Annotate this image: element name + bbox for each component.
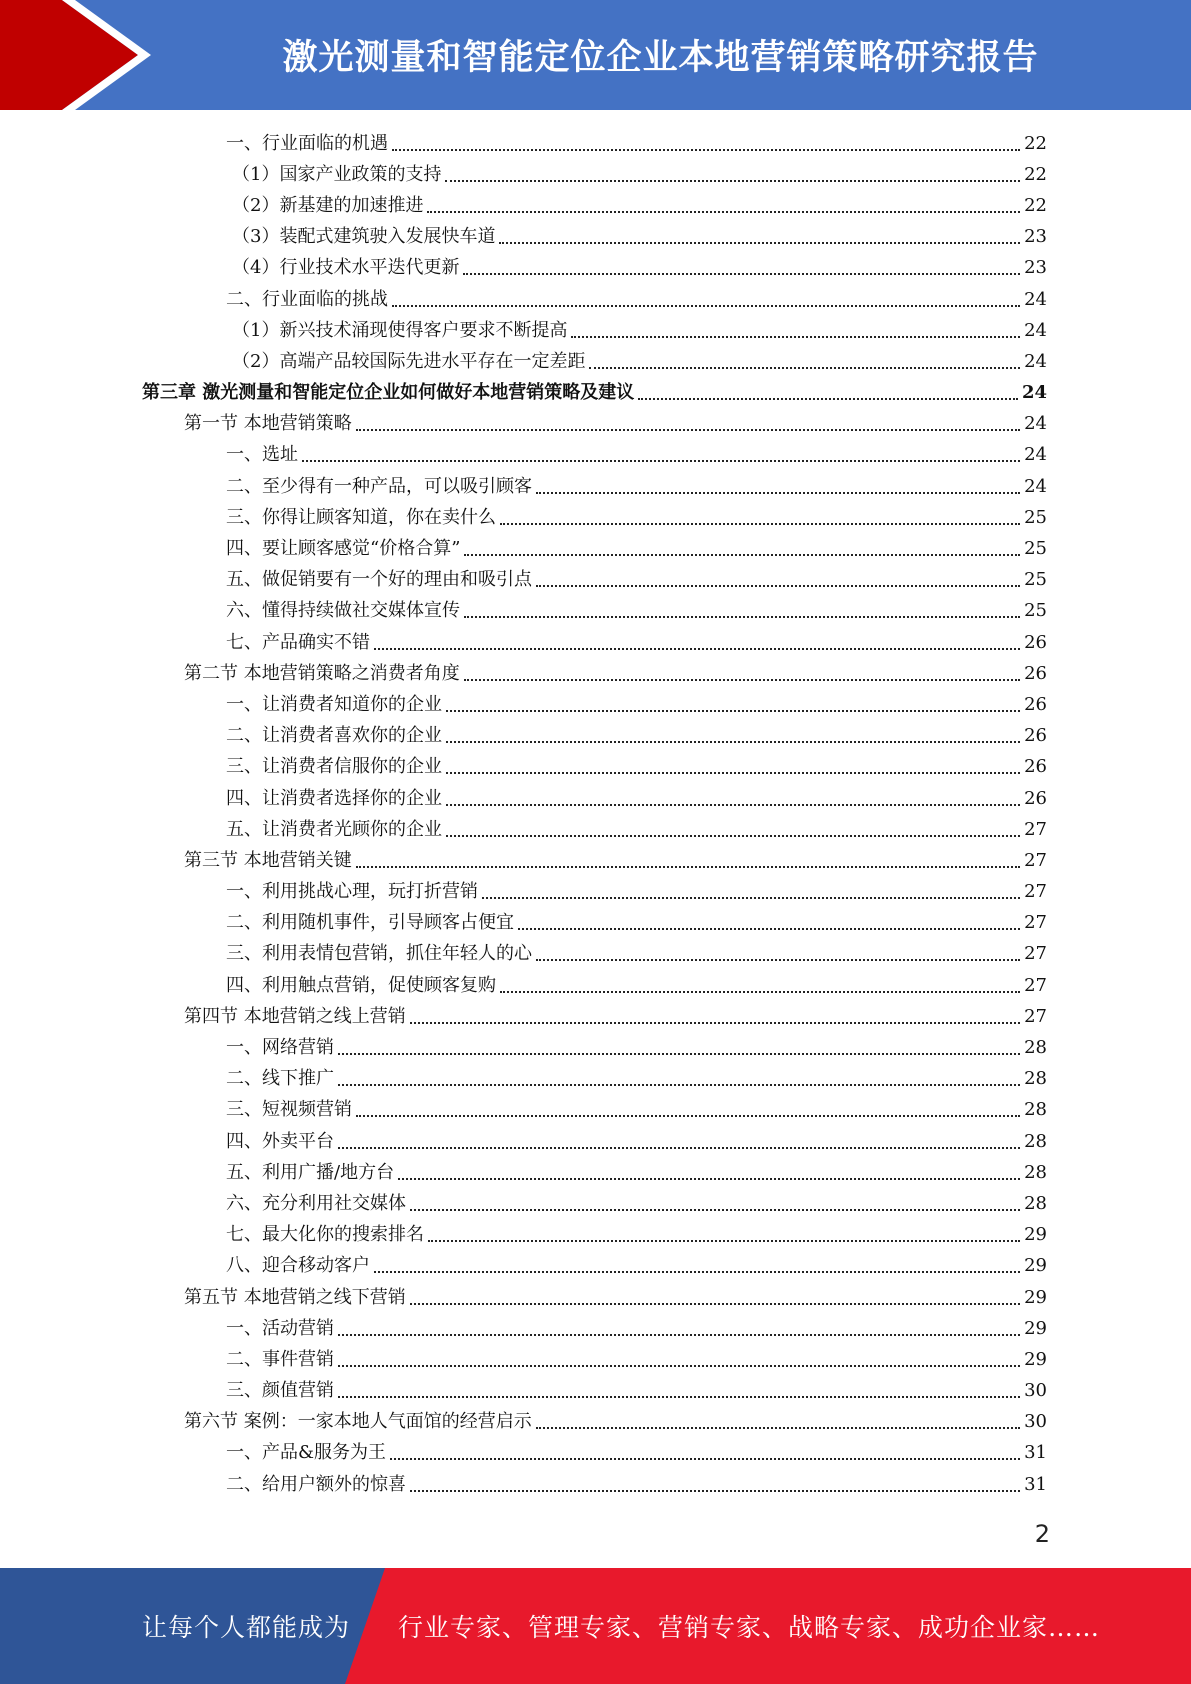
- toc-dot-leader: [518, 928, 1020, 930]
- toc-entry-title: 一、网络营销: [226, 1037, 334, 1059]
- toc-entry[interactable]: [142, 346, 1047, 377]
- toc-entry[interactable]: [142, 190, 1047, 221]
- toc-entry-title: （2）高端产品较国际先进水平存在一定差距: [232, 350, 586, 372]
- toc-entry-title: 三、你得让顾客知道，你在卖什么: [226, 506, 496, 528]
- toc-entry-title: 一、活动营销: [226, 1317, 334, 1339]
- toc-entry-page: 24: [1024, 350, 1047, 372]
- toc-dot-leader: [374, 1271, 1020, 1273]
- toc-entry-page: 29: [1024, 1255, 1047, 1277]
- toc-entry-page: 27: [1024, 849, 1047, 871]
- toc-dot-leader: [390, 1458, 1020, 1460]
- toc-entry-title: 五、利用广播/地方台: [226, 1161, 395, 1183]
- toc-entry[interactable]: [142, 689, 1047, 720]
- toc-entry-page: 29: [1024, 1317, 1047, 1339]
- toc-dot-leader: [428, 1240, 1020, 1242]
- toc-entry-title: （4）行业技术水平迭代更新: [232, 257, 460, 279]
- toc-dot-leader: [446, 804, 1020, 806]
- toc-dot-leader: [338, 1147, 1020, 1149]
- toc-entry-page: 28: [1024, 1068, 1047, 1090]
- toc-entry-title: 三、颜值营销: [226, 1380, 334, 1402]
- toc-entry-title: 四、外卖平台: [226, 1130, 334, 1152]
- toc-entry[interactable]: [142, 1251, 1047, 1282]
- toc-dot-leader: [338, 1396, 1020, 1398]
- toc-entry-page: 23: [1024, 226, 1047, 248]
- toc-entry-page: 26: [1024, 662, 1047, 684]
- toc-entry-title: 二、让消费者喜欢你的企业: [226, 725, 442, 747]
- toc-entry-page: 27: [1024, 974, 1047, 996]
- toc-entry-title: 三、让消费者信服你的企业: [226, 756, 442, 778]
- toc-entry-page: 25: [1024, 506, 1047, 528]
- toc-dot-leader: [392, 305, 1020, 307]
- toc-entry-page: 29: [1024, 1348, 1047, 1370]
- toc-entry[interactable]: [142, 658, 1047, 689]
- toc-entry-page: 27: [1024, 881, 1047, 903]
- toc-entry-title: （1）新兴技术涌现使得客户要求不断提高: [232, 319, 568, 341]
- toc-entry[interactable]: [142, 752, 1047, 783]
- toc-entry-page: 27: [1024, 818, 1047, 840]
- toc-entry-page: 25: [1024, 569, 1047, 591]
- toc-entry-title: （1）国家产业政策的支持: [232, 163, 442, 185]
- toc-entry-title: 一、利用挑战心理，玩打折营销: [226, 881, 478, 903]
- toc-entry-page: 27: [1024, 912, 1047, 934]
- toc-entry-page: 24: [1024, 444, 1047, 466]
- toc-entry-page: 28: [1024, 1192, 1047, 1214]
- toc-entry-title: （3）装配式建筑驶入发展快车道: [232, 226, 496, 248]
- toc-entry[interactable]: [142, 1344, 1047, 1375]
- toc-entry[interactable]: [142, 315, 1047, 346]
- toc-dot-leader: [338, 1053, 1020, 1055]
- footer-slogan-right: 行业专家、管理专家、营销专家、战略专家、成功企业家……: [398, 1613, 1101, 1642]
- toc-entry-page: 24: [1024, 319, 1047, 341]
- toc-dot-leader: [536, 585, 1020, 587]
- toc-entry-page: 30: [1024, 1411, 1047, 1433]
- toc-entry[interactable]: [142, 627, 1047, 658]
- toc-entry-title: 二、行业面临的挑战: [226, 288, 388, 310]
- toc-entry-title: 二、利用随机事件，引导顾客占便宜: [226, 912, 514, 934]
- toc-entry-title: 六、充分利用社交媒体: [226, 1192, 406, 1214]
- toc-entry-title: 一、让消费者知道你的企业: [226, 693, 442, 715]
- toc-dot-leader: [338, 1084, 1020, 1086]
- toc-entry[interactable]: [142, 565, 1047, 596]
- toc-entry[interactable]: [142, 1188, 1047, 1219]
- toc-entry[interactable]: [142, 1282, 1047, 1313]
- toc-entry[interactable]: [142, 1376, 1047, 1407]
- toc-entry-title: 七、最大化你的搜索排名: [226, 1224, 424, 1246]
- toc-entry-page: 28: [1024, 1130, 1047, 1152]
- toc-dot-leader: [589, 367, 1020, 369]
- toc-entry[interactable]: [142, 596, 1047, 627]
- toc-entry[interactable]: [142, 1220, 1047, 1251]
- toc-entry[interactable]: [142, 1126, 1047, 1157]
- toc-entry-title: 第三章 激光测量和智能定位企业如何做好本地营销策略及建议: [142, 382, 635, 404]
- toc-dot-leader: [500, 523, 1020, 525]
- toc-dot-leader: [410, 1490, 1020, 1492]
- toc-entry-title: 第四节 本地营销之线上营销: [184, 1005, 406, 1027]
- toc-entry-page: 24: [1024, 288, 1047, 310]
- toc-entry-page: 25: [1024, 600, 1047, 622]
- toc-entry[interactable]: [142, 502, 1047, 533]
- toc-entry[interactable]: [142, 471, 1047, 502]
- toc-entry-page: 26: [1024, 787, 1047, 809]
- toc-entry[interactable]: [142, 1001, 1047, 1032]
- toc-entry-title: 四、要让顾客感觉“价格合算”: [226, 538, 461, 560]
- toc-entry-page: 24: [1024, 475, 1047, 497]
- toc-dot-leader: [392, 149, 1020, 151]
- toc-entry-title: 第三节 本地营销关键: [184, 849, 352, 871]
- toc-entry[interactable]: [142, 1157, 1047, 1188]
- toc-entry[interactable]: [142, 721, 1047, 752]
- toc-entry[interactable]: [142, 128, 1047, 159]
- toc-entry[interactable]: [142, 1407, 1047, 1438]
- toc-entry-page: 28: [1024, 1037, 1047, 1059]
- toc-dot-leader: [571, 336, 1020, 338]
- toc-entry-page: 23: [1024, 257, 1047, 279]
- toc-entry-title: 六、懂得持续做社交媒体宣传: [226, 600, 460, 622]
- toc-entry-page: 22: [1024, 132, 1047, 154]
- document-title: 激光测量和智能定位企业本地营销策略研究报告: [282, 38, 1039, 78]
- toc-entry[interactable]: [142, 814, 1047, 845]
- toc-entry-title: 二、至少得有一种产品，可以吸引顾客: [226, 475, 532, 497]
- toc-entry-page: 22: [1024, 194, 1047, 216]
- toc-entry-title: 一、选址: [226, 444, 298, 466]
- toc-entry-title: 二、给用户额外的惊喜: [226, 1473, 406, 1495]
- toc-entry-page: 31: [1024, 1473, 1047, 1495]
- toc-entry-title: 二、线下推广: [226, 1068, 334, 1090]
- toc-entry-page: 29: [1024, 1286, 1047, 1308]
- toc-dot-leader: [464, 554, 1020, 556]
- toc-entry[interactable]: [142, 253, 1047, 284]
- toc-entry-title: 五、做促销要有一个好的理由和吸引点: [226, 569, 532, 591]
- header-banner: [0, 0, 1191, 110]
- toc-entry-page: 29: [1024, 1224, 1047, 1246]
- toc-entry-page: 24: [1021, 382, 1047, 404]
- toc-dot-leader: [464, 679, 1020, 681]
- toc-entry-page: 26: [1024, 756, 1047, 778]
- page-number: 2: [1034, 1520, 1050, 1548]
- toc-entry[interactable]: [142, 159, 1047, 190]
- toc-dot-leader: [356, 429, 1020, 431]
- toc-dot-leader: [410, 1022, 1020, 1024]
- toc-entry[interactable]: [142, 440, 1047, 471]
- toc-entry-title: 三、利用表情包营销，抓住年轻人的心: [226, 943, 532, 965]
- toc-entry-title: 第二节 本地营销策略之消费者角度: [184, 662, 460, 684]
- toc-entry-title: 四、让消费者选择你的企业: [226, 787, 442, 809]
- toc-entry-title: 四、利用触点营销，促使顾客复购: [226, 974, 496, 996]
- toc-entry-page: 26: [1024, 693, 1047, 715]
- toc-dot-leader: [446, 710, 1020, 712]
- toc-entry[interactable]: [142, 409, 1047, 440]
- toc-entry-title: 第五节 本地营销之线下营销: [184, 1286, 406, 1308]
- toc-dot-leader: [398, 1178, 1020, 1180]
- toc-entry-title: 二、事件营销: [226, 1348, 334, 1370]
- toc-dot-leader: [500, 991, 1020, 993]
- toc-entry-title: 第一节 本地营销策略: [184, 413, 352, 435]
- toc-dot-leader: [463, 273, 1020, 275]
- toc-entry[interactable]: [142, 939, 1047, 970]
- toc-dot-leader: [302, 460, 1020, 462]
- toc-dot-leader: [536, 492, 1020, 494]
- toc-entry-page: 31: [1024, 1442, 1047, 1464]
- toc-entry[interactable]: [142, 533, 1047, 564]
- toc-entry[interactable]: [142, 1095, 1047, 1126]
- toc-dot-leader: [356, 1115, 1020, 1117]
- toc-entry-title: 八、迎合移动客户: [226, 1255, 370, 1277]
- toc-entry-page: 22: [1024, 163, 1047, 185]
- toc-dot-leader: [464, 616, 1020, 618]
- toc-entry[interactable]: [142, 1032, 1047, 1063]
- toc-entry[interactable]: [142, 1438, 1047, 1469]
- toc-entry-title: 三、短视频营销: [226, 1099, 352, 1121]
- toc-dot-leader: [536, 959, 1020, 961]
- toc-entry-page: 27: [1024, 1005, 1047, 1027]
- toc-entry-page: 28: [1024, 1099, 1047, 1121]
- toc-entry[interactable]: [142, 908, 1047, 939]
- toc-entry[interactable]: [142, 970, 1047, 1001]
- toc-dot-leader: [445, 180, 1020, 182]
- toc-dot-leader: [536, 1427, 1020, 1429]
- toc-entry-title: 七、产品确实不错: [226, 631, 370, 653]
- toc-entry-title: 一、行业面临的机遇: [226, 132, 388, 154]
- toc-entry-page: 27: [1024, 943, 1047, 965]
- toc-entry[interactable]: [142, 284, 1047, 315]
- toc-dot-leader: [410, 1303, 1020, 1305]
- toc-dot-leader: [446, 772, 1020, 774]
- toc-entry[interactable]: [142, 222, 1047, 253]
- toc-entry-page: 26: [1024, 631, 1047, 653]
- toc-entry-page: 25: [1024, 538, 1047, 560]
- footer-slogan-left: 让每个人都能成为: [142, 1613, 351, 1642]
- toc-dot-leader: [499, 242, 1020, 244]
- toc-entry-page: 28: [1024, 1161, 1047, 1183]
- toc-entry[interactable]: [142, 378, 1047, 409]
- table-of-contents: [142, 128, 1047, 1500]
- toc-dot-leader: [446, 835, 1020, 837]
- toc-entry-title: （2）新基建的加速推进: [232, 194, 424, 216]
- toc-entry[interactable]: [142, 877, 1047, 908]
- toc-entry-page: 30: [1024, 1380, 1047, 1402]
- toc-entry-title: 一、产品&服务为王: [226, 1442, 387, 1464]
- toc-entry[interactable]: [142, 783, 1047, 814]
- toc-dot-leader: [638, 398, 1018, 400]
- toc-entry[interactable]: [142, 1313, 1047, 1344]
- toc-entry-title: 第六节 案例：一家本地人气面馆的经营启示: [184, 1411, 532, 1433]
- toc-dot-leader: [446, 741, 1020, 743]
- toc-dot-leader: [356, 866, 1020, 868]
- toc-entry-page: 26: [1024, 725, 1047, 747]
- toc-dot-leader: [410, 1209, 1020, 1211]
- toc-dot-leader: [338, 1365, 1020, 1367]
- toc-entry[interactable]: [142, 1469, 1047, 1500]
- toc-entry[interactable]: [142, 845, 1047, 876]
- toc-dot-leader: [482, 897, 1020, 899]
- toc-dot-leader: [338, 1334, 1020, 1336]
- toc-entry[interactable]: [142, 1064, 1047, 1095]
- toc-entry-page: 24: [1024, 413, 1047, 435]
- footer-banner: [0, 1568, 1191, 1684]
- toc-dot-leader: [427, 211, 1020, 213]
- toc-dot-leader: [374, 648, 1020, 650]
- toc-entry-title: 五、让消费者光顾你的企业: [226, 818, 442, 840]
